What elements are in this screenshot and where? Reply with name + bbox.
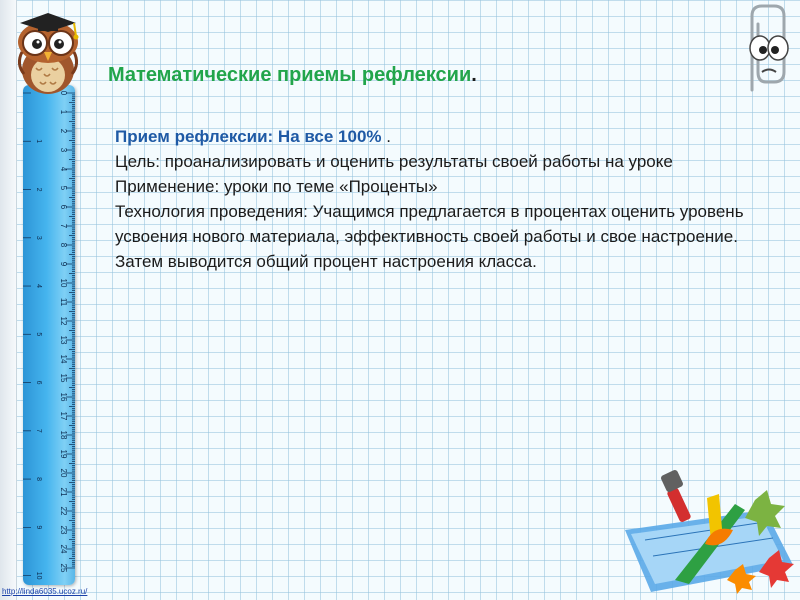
goal-paragraph: Цель: проанализировать и оценить результаты своей работы на уроке xyxy=(115,152,673,171)
ruler-inch-label: 1 xyxy=(35,139,42,144)
ruler-cm-label: 5 xyxy=(59,185,68,191)
owl-graduate-icon xyxy=(8,8,88,96)
technique-heading xyxy=(115,124,765,149)
ruler-cm-label: 2 xyxy=(59,128,68,134)
ruler-inch-label: 3 xyxy=(35,235,42,240)
ruler-inch-label: 6 xyxy=(35,380,42,385)
ruler-inch-label: 4 xyxy=(35,284,42,288)
ruler-cm-label: 19 xyxy=(59,449,68,459)
footer-source-link[interactable]: http://linda6035.ucoz.ru/ xyxy=(2,587,88,596)
ruler-cm-label: 0 xyxy=(59,90,68,96)
ruler-cm-label: 22 xyxy=(59,506,68,516)
technique-heading-text: Прием рефлексии: На все 100% xyxy=(115,127,382,146)
ruler-cm-label: 14 xyxy=(59,354,68,364)
ruler-cm-label: 17 xyxy=(59,411,68,421)
slide-body xyxy=(115,124,765,274)
ruler-cm-label: 12 xyxy=(59,316,68,326)
ruler-cm-label: 10 xyxy=(59,278,68,288)
ruler-cm-label: 11 xyxy=(59,297,68,307)
ruler-cm-label: 6 xyxy=(59,204,68,210)
technology-paragraph: Технология проведения: Учащимся предлагается в процентах оценить уровень усвоения нового материала, эффективность своей работы и свое настроение. Затем выводится общий процент настроения класса. xyxy=(115,202,744,271)
technique-heading-dot: . xyxy=(381,127,391,146)
ruler-cm-label: 25 xyxy=(59,563,68,573)
ruler-cm-label: 7 xyxy=(59,223,68,229)
ruler-cm-label: 4 xyxy=(59,166,68,172)
ruler-cm-label: 13 xyxy=(59,335,68,345)
ruler-cm-label: 21 xyxy=(59,487,68,497)
application-paragraph: Применение: уроки по теме «Проценты» xyxy=(115,177,438,196)
ruler-cm-label: 16 xyxy=(59,392,68,402)
ruler-inch-label: 7 xyxy=(35,428,42,433)
ruler-inch-label: 2 xyxy=(35,187,42,192)
ruler-cm-label: 1 xyxy=(59,109,68,115)
paperclip-face-icon xyxy=(722,2,800,94)
ruler-cm-label: 24 xyxy=(59,544,68,554)
ruler-cm-label: 20 xyxy=(59,468,68,478)
school-tools-icon xyxy=(615,470,800,595)
ruler-inch-label: 8 xyxy=(35,477,42,482)
ruler-inch-label: 9 xyxy=(35,525,42,530)
ruler-cm-label: 18 xyxy=(59,430,68,440)
ruler-cm-label: 9 xyxy=(59,261,68,267)
ruler-cm-label: 3 xyxy=(59,147,68,153)
ruler-inch-label: 10 xyxy=(35,571,42,580)
ruler-inch-label: 5 xyxy=(35,332,42,337)
ruler-cm-label: 8 xyxy=(59,242,68,248)
title-text: Математические приемы рефлексии xyxy=(108,64,472,86)
ruler-cm-label: 15 xyxy=(59,373,68,383)
slide-title xyxy=(108,64,477,87)
ruler-cm-label: 23 xyxy=(59,525,68,535)
ruler-icon xyxy=(23,85,75,585)
title-dot: . xyxy=(471,64,477,86)
